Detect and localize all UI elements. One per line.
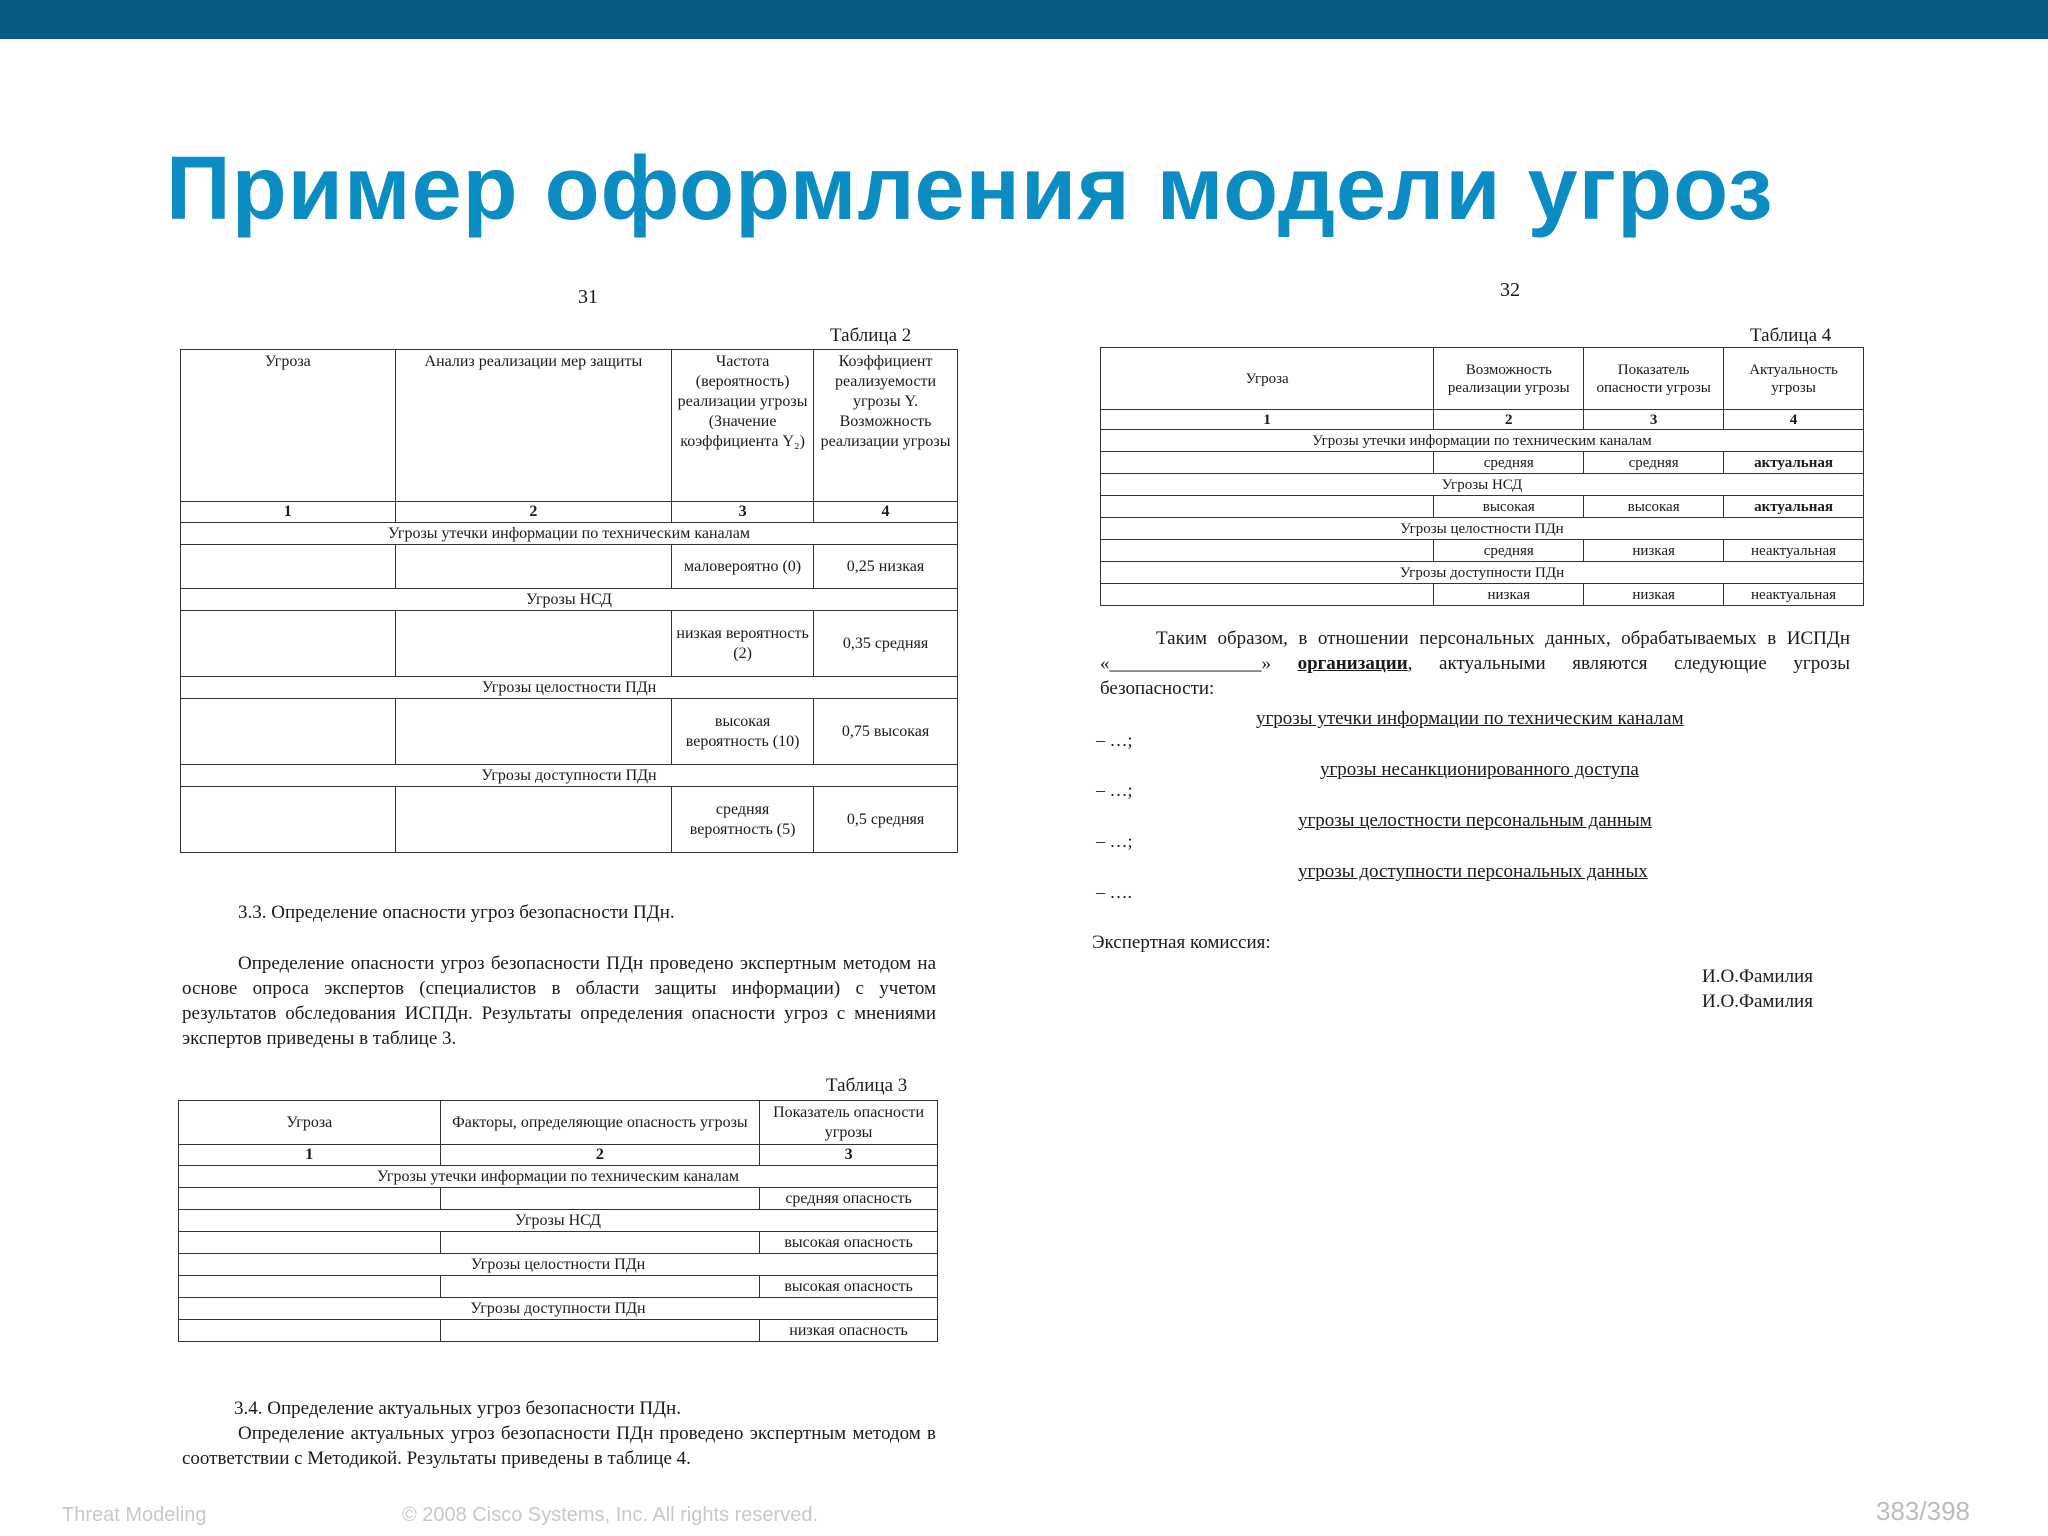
footer-copyright: © 2008 Cisco Systems, Inc. All rights reserved. [402,1504,819,1526]
page-number-31: 31 [578,286,598,308]
t3-cell [179,1276,441,1298]
t2-frequency: высокая вероятность (10) [672,699,814,765]
t2-cell [395,611,672,677]
t2-cell [181,545,396,589]
threat-item-title: угрозы целостности персональным данным [1298,810,1652,831]
t3-group-header: Угрозы утечки информации по техническим каналам [179,1166,938,1188]
conclusion-after: , актуальными являются следующие угрозы безопасности: [1100,653,1850,699]
conclusion-text [1100,626,1850,701]
t3-header-factors: Факторы, определяющие опасность угрозы [440,1101,760,1145]
t4-group-header: Угрозы целостности ПДн [1101,518,1864,540]
t2-group-header: Угрозы утечки информации по техническим каналам [181,523,958,545]
t3-danger: средняя опасность [760,1188,938,1210]
t3-col-number: 2 [440,1145,760,1166]
t4-possibility: средняя [1434,452,1584,474]
signature-2: И.О.Фамилия [1702,991,1813,1012]
t3-cell [179,1232,441,1254]
t2-group-header: Угрозы НСД [181,589,958,611]
t4-danger: низкая [1584,540,1724,562]
t3-header-threat: Угроза [179,1101,441,1145]
t3-cell [440,1188,760,1210]
threat-item-dash: – …; [1096,831,1133,851]
t4-header-threat: Угроза [1101,348,1434,410]
t2-col-number: 4 [814,502,958,523]
t3-danger: высокая опасность [760,1276,938,1298]
t4-group-header: Угрозы доступности ПДн [1101,562,1864,584]
t3-col-number: 3 [760,1145,938,1166]
t2-header-frequency: Частота (вероятность) реализации угрозы (Значение коэффициента Y₂) [672,350,814,502]
conclusion-org: организации [1297,653,1408,674]
section-3-4-heading: 3.4. Определение актуальных угроз безопасности ПДн. [234,1398,681,1419]
conclusion-blank: ________________ [1109,653,1262,674]
t3-cell [179,1188,441,1210]
signature-1: И.О.Фамилия [1702,966,1813,987]
page-number-32: 32 [1500,279,1520,301]
t2-cell [395,545,672,589]
t2-cell [395,699,672,765]
t3-danger: высокая опасность [760,1232,938,1254]
t3-col-number: 1 [179,1145,441,1166]
t2-cell [395,787,672,853]
t2-frequency: маловероятно (0) [672,545,814,589]
t4-col-number: 1 [1101,410,1434,430]
threat-item-title: угрозы доступности персональных данных [1298,861,1648,882]
t2-cell [181,699,396,765]
t3-cell [440,1232,760,1254]
section-3-3-heading: 3.3. Определение опасности угроз безопасности ПДн. [238,902,675,923]
threat-item-title: угрозы несанкционированного доступа [1320,759,1639,780]
t4-possibility: низкая [1434,584,1584,606]
t2-group-header: Угрозы доступности ПДн [181,765,958,787]
t2-coefficient: 0,35 средняя [814,611,958,677]
t4-possibility: высокая [1434,496,1584,518]
t4-group-header: Угрозы НСД [1101,474,1864,496]
table-2 [180,349,958,853]
t4-actuality: актуальная [1724,452,1864,474]
section-3-4-text: Определение актуальных угроз безопасности ПДн проведено экспертным методом в соответствии с Методикой. Результаты приведены в таблице 4. [182,1423,936,1469]
t2-coefficient: 0,25 низкая [814,545,958,589]
t2-coefficient: 0,75 высокая [814,699,958,765]
threat-item-dash: – …; [1096,730,1133,750]
t4-cell [1101,452,1434,474]
t2-frequency: средняя вероятность (5) [672,787,814,853]
t4-danger: низкая [1584,584,1724,606]
footer-left: Threat Modeling [62,1504,207,1526]
table-3 [178,1100,938,1342]
t3-cell [440,1320,760,1342]
t4-col-number: 2 [1434,410,1584,430]
t4-col-number: 4 [1724,410,1864,430]
t4-danger: средняя [1584,452,1724,474]
t2-col-number: 2 [395,502,672,523]
top-bar [0,0,2048,39]
threat-item-title: угрозы утечки информации по техническим каналам [1256,708,1684,729]
threat-item-dash: – …. [1096,882,1132,902]
t4-actuality: неактуальная [1724,540,1864,562]
t3-cell [440,1276,760,1298]
t2-col-number: 1 [181,502,396,523]
t2-frequency: низкая вероятность (2) [672,611,814,677]
t4-cell [1101,496,1434,518]
table4-caption: Таблица 4 [1750,325,1832,346]
conclusion-mid: » [1261,653,1298,674]
t3-group-header: Угрозы доступности ПДн [179,1298,938,1320]
table2-caption: Таблица 2 [830,325,912,346]
t4-header-possibility: Возможность реализации угрозы [1434,348,1584,410]
t2-group-header: Угрозы целостности ПДн [181,677,958,699]
table-4 [1100,347,1864,606]
t4-cell [1101,540,1434,562]
section-3-3-text: Определение опасности угроз безопасности ПДн проведено экспертным методом на основе опроса экспертов (специалистов в области защиты информации) с учетом результатов обследования ИСПДн. Результаты определения опасности угроз с мнениями экспертов приведены в таблице 3. [182,953,936,1049]
t4-cell [1101,584,1434,606]
table3-caption: Таблица 3 [826,1075,908,1096]
t4-actuality: неактуальная [1724,584,1864,606]
slide-number: 383/398 [1876,1496,1970,1526]
t4-actuality: актуальная [1724,496,1864,518]
t2-header-coefficient: Коэффициент реализуемости угрозы Y. Возможность реализации угрозы [814,350,958,502]
threat-item-dash: – …; [1096,780,1133,800]
t3-cell [179,1320,441,1342]
t4-danger: высокая [1584,496,1724,518]
t2-coefficient: 0,5 средняя [814,787,958,853]
commission-label: Экспертная комиссия: [1092,932,1271,953]
conclusion-before: Таким образом, в отношении персональных данных, обрабатываемых в ИСПДн « [1100,628,1850,674]
t2-header-analysis: Анализ реализации мер защиты [395,350,672,502]
t3-group-header: Угрозы НСД [179,1210,938,1232]
t3-danger: низкая опасность [760,1320,938,1342]
t2-cell [181,611,396,677]
t4-col-number: 3 [1584,410,1724,430]
t3-header-danger: Показатель опасности угрозы [760,1101,938,1145]
t2-header-threat: Угроза [181,350,396,502]
t3-group-header: Угрозы целостности ПДн [179,1254,938,1276]
t4-header-danger: Показатель опасности угрозы [1584,348,1724,410]
t2-col-number: 3 [672,502,814,523]
t4-header-actuality: Актуальность угрозы [1724,348,1864,410]
t2-cell [181,787,396,853]
t4-group-header: Угрозы утечки информации по техническим каналам [1101,430,1864,452]
t4-possibility: средняя [1434,540,1584,562]
slide-title: Пример оформления модели угроз [166,139,1774,239]
